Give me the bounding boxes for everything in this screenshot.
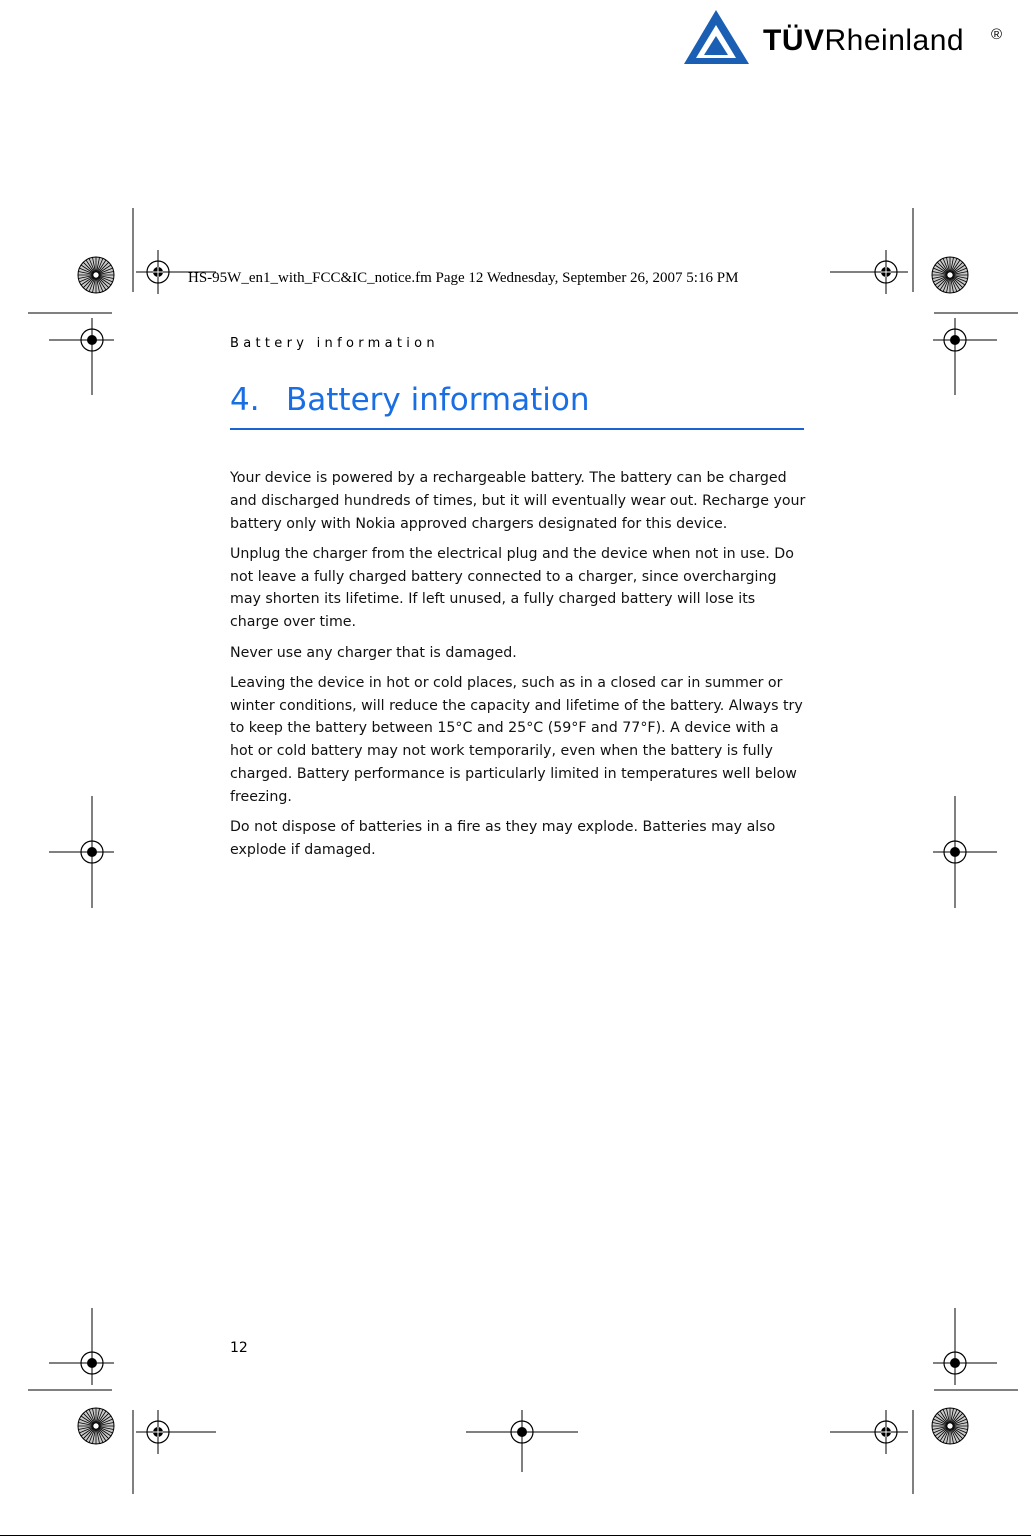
chapter-heading <box>230 382 804 430</box>
bottom-rule <box>0 1535 1031 1536</box>
page-number: 12 <box>230 1340 248 1356</box>
star-target-top-left-icon <box>78 257 114 293</box>
document-slug: HS-95W_en1_with_FCC&IC_notice.fm Page 12 Wednesday, September 26, 2007 5:16 PM <box>188 270 739 286</box>
body-text <box>230 467 806 869</box>
paragraph: Leaving the device in hot or cold places, such as in a closed car in summer or winter conditions, will reduce the capacity and lifetime of the battery. Always try to keep the battery between 15°C and 25°C (59°F and 77°F). A device with a hot or cold battery may not work temporarily, even when the battery is fully charged. Battery performance is particularly limited in temperatures well below freezing. <box>230 674 803 805</box>
star-target-top-right-icon <box>932 257 968 293</box>
paragraph: Unplug the charger from the electrical plug and the device when not in use. Do not leave a fully charged battery connected to a charger, since overcharging may shorten its lifetime. If left unused, a fully charged battery will lose its charge over time. <box>230 545 794 631</box>
chapter-title: Battery information <box>286 382 590 418</box>
star-target-bottom-right-icon <box>932 1408 968 1444</box>
logo-brand-bold: TÜV <box>763 24 825 57</box>
chapter-number: 4. <box>230 382 260 418</box>
paragraph: Never use any charger that is damaged. <box>230 644 517 661</box>
registered-mark: ® <box>991 26 1003 43</box>
star-target-bottom-left-icon <box>78 1408 114 1444</box>
paragraph: Do not dispose of batteries in a fire as they may explode. Batteries may also explode if damaged. <box>230 819 776 858</box>
paragraph: Your device is powered by a rechargeable battery. The battery can be charged and discharged hundreds of times, but it will eventually wear out. Recharge your battery only with Nokia approved chargers designated for this device. <box>230 470 806 532</box>
logo-brand-regular: Rheinland <box>824 24 965 57</box>
running-head: Battery information <box>230 336 439 351</box>
